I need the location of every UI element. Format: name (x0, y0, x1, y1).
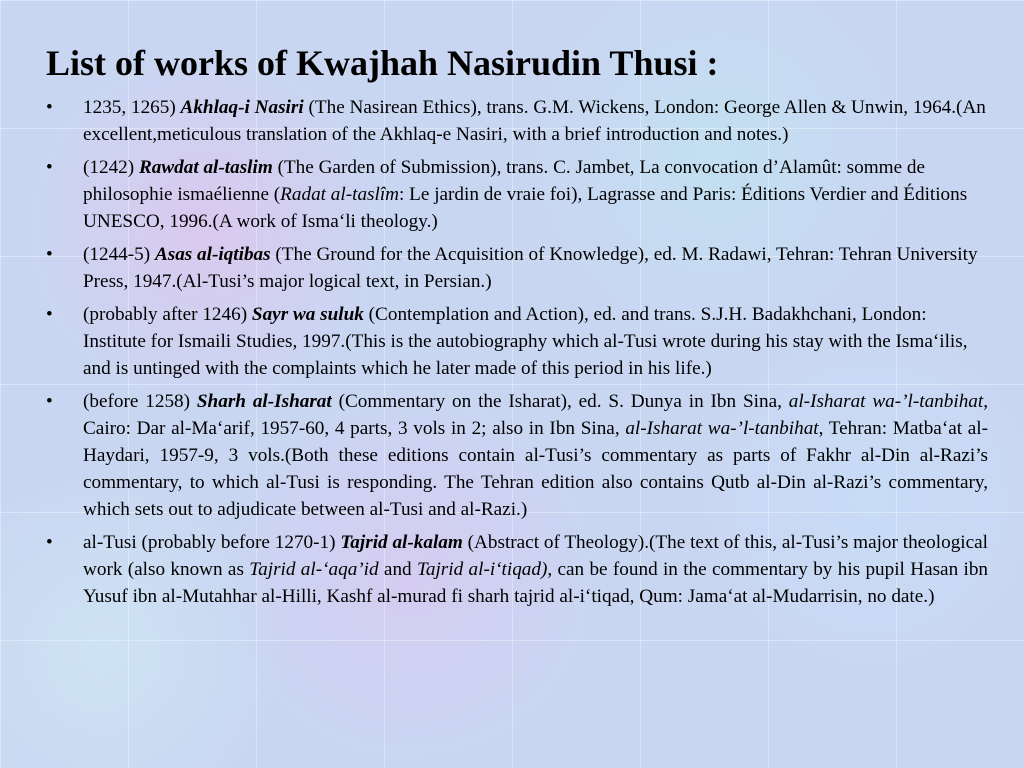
work-text: (before 1258) (83, 390, 197, 412)
work-text: : Le jardin de vraie foi), Lagrasse and Paris: Éditions Verdier and Éditions UNESCO, 1996.(A work of Isma‘li theology.) (83, 183, 968, 232)
work-text: (The Nasirean Ethics), trans. G.M. Wickens, London: George Allen & Unwin, 1964.(An excellent,meticulous translation of the Akhlaq-e Nasiri, with a brief introduction and notes.) (83, 96, 986, 145)
work-text: (probably after 1246) (83, 303, 252, 325)
work-text: and (378, 558, 417, 580)
work-text: , Cairo: Dar al-Ma‘arif, 1957-60, 4 parts, 3 vols in 2; also in Ibn Sina, (83, 390, 989, 439)
bullet-marker: • (46, 243, 53, 265)
work-title: Asas al-iqtibas (154, 243, 271, 265)
work-text: (The Garden of Submission), trans. C. Jambet, La convocation d’Alamût: somme de philosophie ismaélienne ( (83, 156, 926, 205)
work-title: Akhlaq-i Nasiri (180, 96, 304, 118)
bullet-marker: • (46, 156, 53, 178)
italic-title: Tajrid al-i‘tiqad) (416, 558, 548, 580)
work-text: , Tehran: Matba‘at al-Haydari, 1957-9, 3 vols.(Both these editions contain al-Tusi’s commentary as parts of Fakhr al-Din al-Razi’s commentary, to which al-Tusi is responding. The Tehran edition also contains Qutb al-Din al-Razi’s commentary, which sets out to adjudicate between al-Tusi and al-Razi.) (83, 417, 988, 520)
work-title: Tajrid al-kalam (340, 531, 463, 553)
bullet-marker: • (46, 303, 53, 325)
work-title: Rawdat al-taslim (138, 156, 273, 178)
italic-title: al-Isharat wa-’l-tanbihat (788, 390, 984, 412)
work-title: Sayr wa suluk (251, 303, 364, 325)
bullet-marker: • (46, 531, 53, 553)
works-list (46, 94, 988, 610)
work-item (46, 94, 988, 148)
work-item (46, 154, 988, 235)
italic-title: al-Isharat wa-’l-tanbihat (625, 417, 819, 439)
work-text: (1244-5) (83, 243, 155, 265)
work-text: (Abstract of Theology).(The text of this, al-Tusi’s major theological work (also known as (83, 531, 988, 580)
italic-title: Radat al-taslîm (280, 183, 400, 205)
work-text: (Contemplation and Action), ed. and trans. S.J.H. Badakhchani, London: Institute for Ismaili Studies, 1997.(This is the autobiography which al-Tusi wrote during his stay with the Isma‘ilis, and is untinged with the complaints which he later made of this period in his life.) (83, 303, 968, 379)
work-item (46, 301, 988, 382)
work-item (46, 388, 988, 523)
bullet-marker: • (46, 390, 53, 412)
slide-title: List of works of Kwajhah Nasirudin Thusi : (46, 43, 719, 83)
work-title: Sharh al-Isharat (196, 390, 332, 412)
work-text: (Commentary on the Isharat), ed. S. Dunya in Ibn Sina, (331, 390, 789, 412)
work-text: (1242) (83, 156, 139, 178)
work-item (46, 241, 988, 295)
work-text: al-Tusi (probably before 1270-1) (83, 531, 341, 553)
italic-title: Tajrid al-‘aqa’id (249, 558, 379, 580)
work-item (46, 529, 988, 610)
bullet-marker: • (46, 96, 53, 118)
work-text: 1235, 1265) (83, 96, 181, 118)
work-text: (The Ground for the Acquisition of Knowledge), ed. M. Radawi, Tehran: Tehran University Press, 1947.(Al-Tusi’s major logical text, in Persian.) (83, 243, 978, 292)
work-text: , can be found in the commentary by his pupil Hasan ibn Yusuf ibn al-Mutahhar al-Hilli, Kashf al-murad fi sharh tajrid al-i‘tiqad, Qum: Jama‘at al-Mudarrisin, no date.) (83, 558, 989, 607)
